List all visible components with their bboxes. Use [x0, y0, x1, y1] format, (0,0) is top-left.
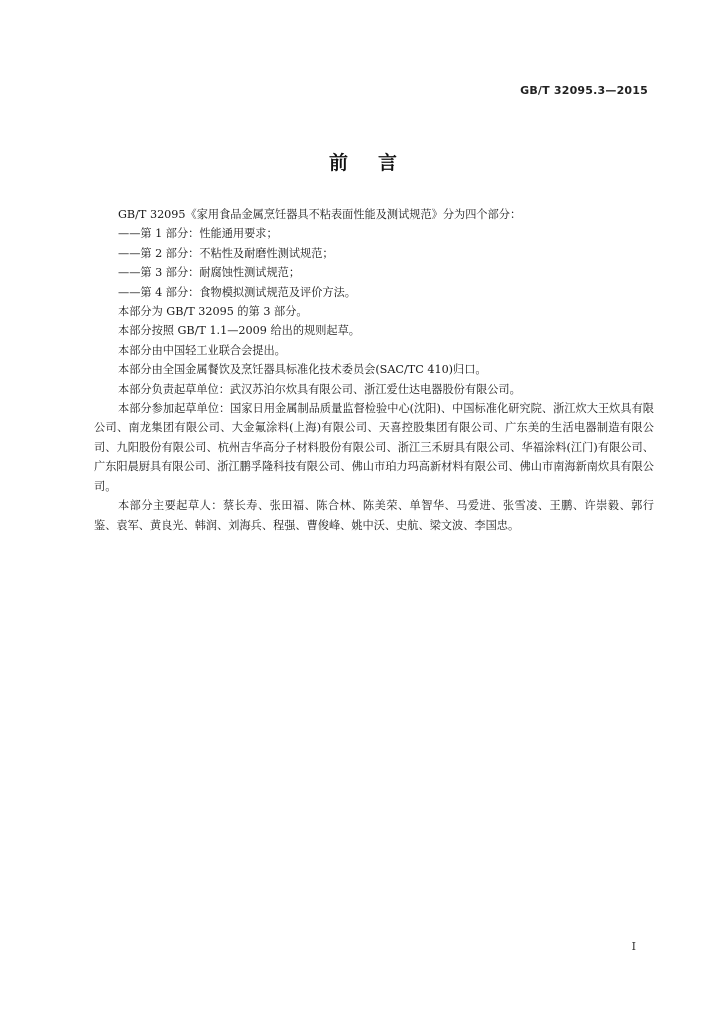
list-item-part-2: ——第 2 部分：不粘性及耐磨性测试规范； [118, 246, 334, 260]
page-number: I [631, 940, 636, 953]
paragraph-drafting-rules: 本部分按照 GB/T 1.1—2009 给出的规则起草。 [118, 324, 360, 338]
list-item-part-4: ——第 4 部分：食物模拟测试规范及评价方法。 [118, 285, 356, 299]
page-title: 前言 [328, 152, 427, 174]
standard-number: GB/T 32095.3—2015 [520, 84, 648, 97]
paragraph-main-drafters: 本部分主要起草人：蔡长寿、张田福、陈合林、陈美荣、单智华、马爱进、张雪凌、王鹏、许崇毅、郭行鉴、袁军、黄良光、韩润、刘海兵、程强、曹俊峰、姚中沃、史航、梁文波、李国忠。 [94, 499, 654, 532]
paragraph-participating-units: 本部分参加起草单位：国家日用金属制品质量监督检验中心(沈阳)、中国标准化研究院、浙江炊大王炊具有限公司、南龙集团有限公司、大金氟涂料(上海)有限公司、天喜控股集团有限公司、广东美的生活电器制造有限公司、九阳股份有限公司、杭州吉华高分子材料股份有限公司、浙江三禾厨具有限公司、华福涂料(江门)有限公司、广东阳晨厨具有限公司、浙江鹏孚隆科技有限公司、佛山市珀力玛高新材料有限公司、佛山市南海新南炊具有限公司。 [94, 402, 654, 493]
paragraph-intro: GB/T 32095《家用食品金属烹饪器具不粘表面性能及测试规范》分为四个部分： [118, 208, 522, 221]
foreword-body [94, 205, 654, 535]
list-item-part-3: ——第 3 部分：耐腐蚀性测试规范； [118, 266, 301, 280]
paragraph-part-statement: 本部分为 GB/T 32095 的第 3 部分。 [118, 305, 308, 319]
paragraph-committee: 本部分由全国金属餐饮及烹饪器具标准化技术委员会(SAC/TC 410)归口。 [118, 363, 487, 377]
paragraph-lead-drafters: 本部分负责起草单位：武汉苏泊尔炊具有限公司、浙江爱仕达电器股份有限公司。 [118, 382, 521, 396]
list-item-part-1: ——第 1 部分：性能通用要求； [118, 227, 278, 241]
paragraph-proposer: 本部分由中国轻工业联合会提出。 [118, 343, 286, 357]
